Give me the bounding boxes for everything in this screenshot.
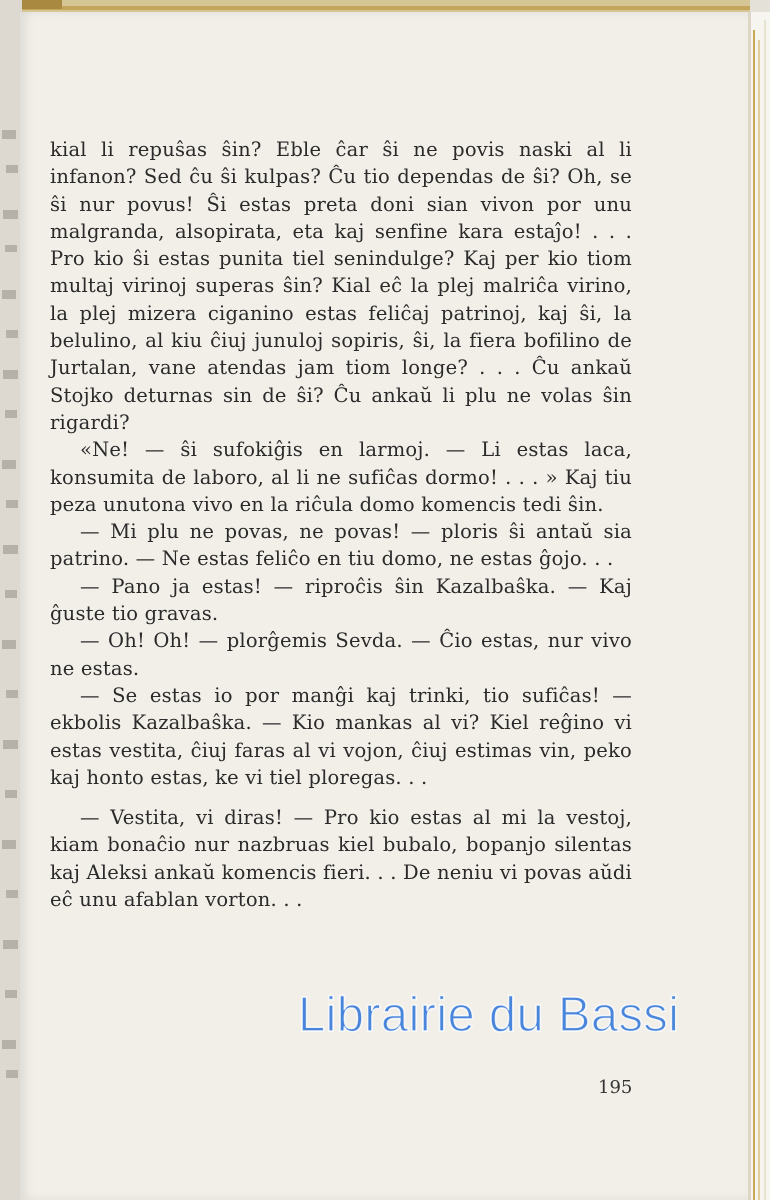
page-number: 195	[598, 1077, 633, 1098]
paragraph: — Vestita, vi diras! — Pro kio estas al mi la vestoj, kiam bonaĉio nur nazbruas kiel bubalo, bopanjo silentas kaj Aleksi ankaŭ komencis fieri. . . De neniu vi povas aŭdi eĉ unu afablan vorton. . .	[50, 806, 632, 912]
paragraph: — Se estas io por manĝi kaj trinki, tio sufiĉas! — ekbolis Kazalbaŝka. — Kio mankas al vi? Kiel reĝino vi estas vestita, ĉiuj faras al vi vojon, ĉiuj estimas vin, peko kaj honto estas, ke vi tiel ploregas. . .	[50, 683, 632, 789]
watermark: Librairie du Bassi	[298, 988, 680, 1042]
paragraph: «Ne! — ŝi sufokiĝis en larmoj. — Li estas laca, konsumita de laboro, al li ne sufiĉas dormo! . . . » Kaj tiu peza unutona vivo en la riĉula domo komencis tedi ŝin.	[50, 438, 632, 516]
body-text	[50, 136, 632, 913]
paragraph: — Mi plu ne povas, ne povas! — ploris ŝi antaŭ sia patrino. — Ne estas feliĉo en tiu domo, ne estas ĝojo. . .	[50, 520, 632, 571]
paragraph: — Oh! Oh! — plorĝemis Sevda. — Ĉio estas, nur vivo ne estas.	[50, 629, 632, 680]
paragraph: — Pano ja estas! — riproĉis ŝin Kazalbaŝka. — Kaj ĝuste tio gravas.	[50, 574, 632, 626]
paragraph: kial li repuŝas ŝin? Eble ĉar ŝi ne povis naski al li infanon? Sed ĉu ŝi kulpas? Ĉu tio dependas de ŝi? Oh, se ŝi nur povus! Ŝi estas preta doni sian vivon por unu malgranda, alsopirata, eta kaj senfine kara estaĵo! . . . Pro kio ŝi estas punita tiel senindulge? Kaj per kio tiom multaj virinoj superas ŝin? Kial eĉ la plej malriĉa virino, la plej mizera ciganino estas feliĉaj patrinoj, kaj ŝi, la belulino, al kiu ĉiuj junuloj sopiris, ŝi, la fiera bofilino de Jurtalan, vane atendas jam tiom longe? . . . Ĉu ankaŭ Stojko deturnas sin de ŝi? Ĉu ankaŭ li plu ne volas ŝin rigardi?	[50, 138, 632, 434]
